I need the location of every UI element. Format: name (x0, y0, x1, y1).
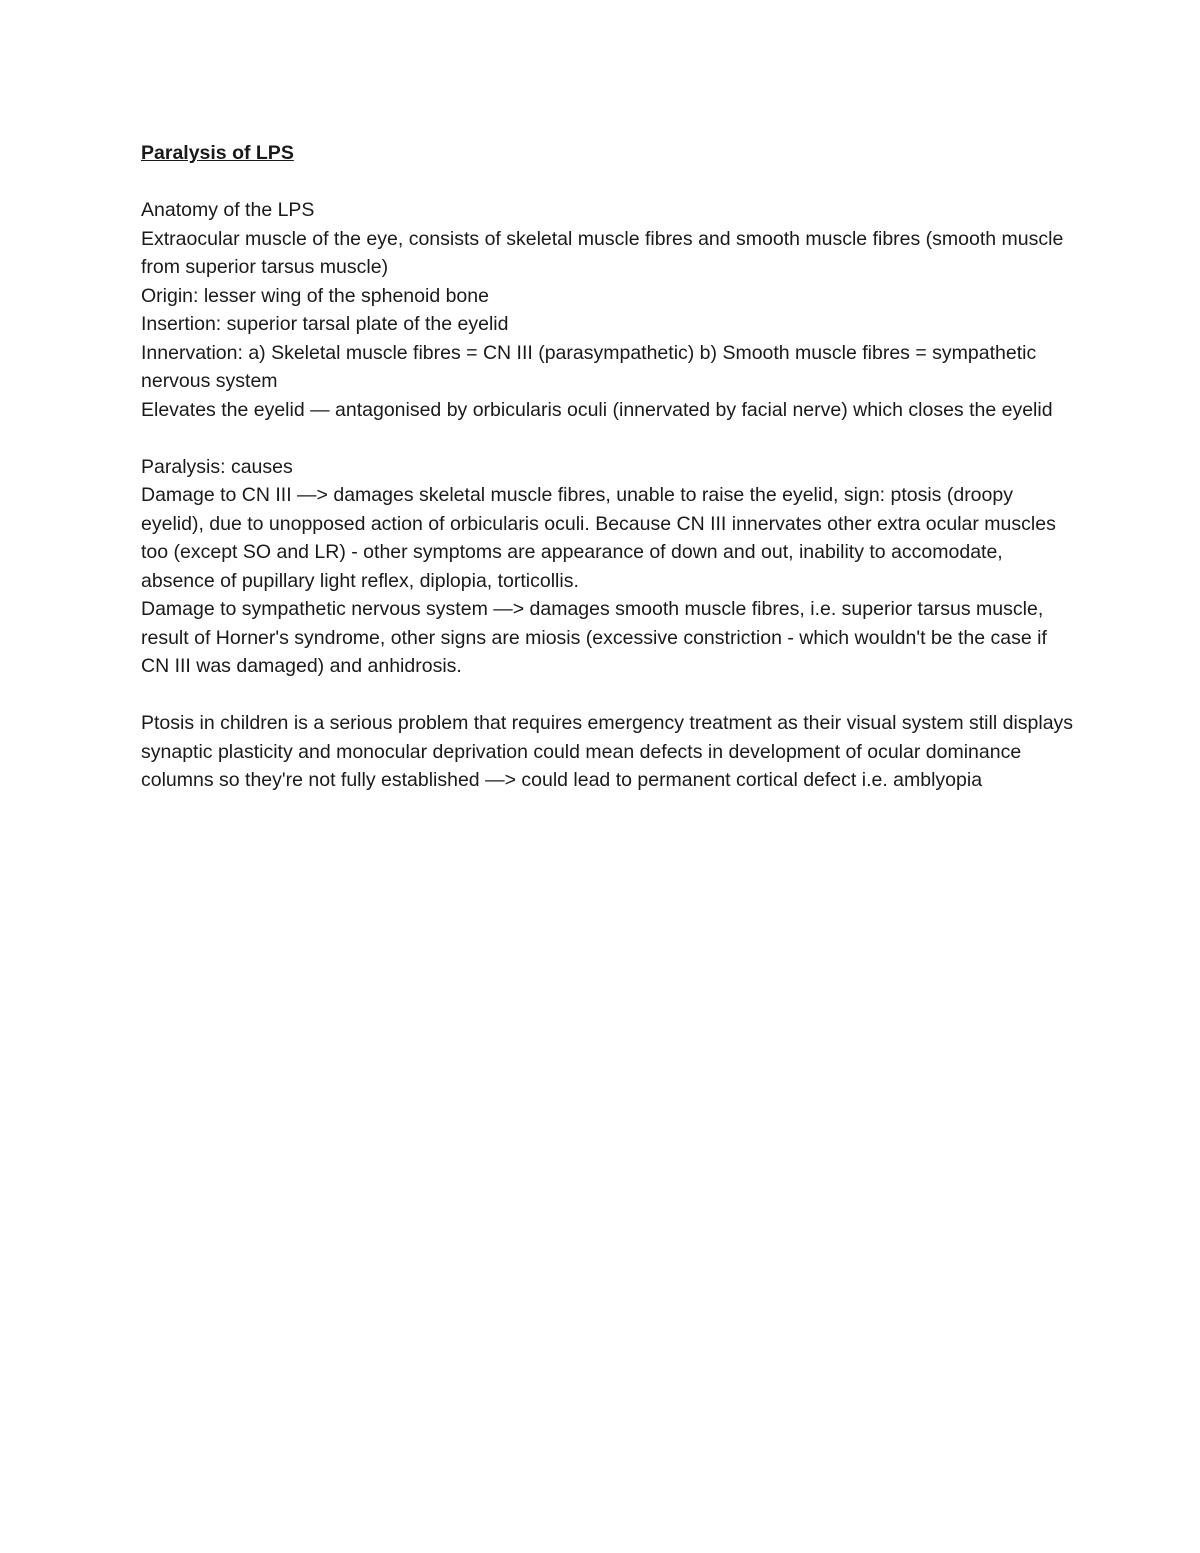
document-body (141, 139, 1076, 795)
anatomy-heading: Anatomy of the LPS (141, 199, 315, 221)
spacer (141, 424, 1076, 453)
paralysis-heading: Paralysis: causes (141, 455, 293, 478)
paralysis-cn3-damage: Damage to CN III —> damages skeletal muscle fibres, unable to raise the eyelid, sign: ptosis (droopy eyelid), due to unopposed action of orbicularis oculi. Because CN III innervates other extra ocular muscles too (except SO and LR) - other symptoms are appearance of down and out, inability to accomodate, absence of pupillary light reflex, diplopia, torticollis. (141, 484, 1056, 592)
anatomy-innervation: Innervation: a) Skeletal muscle fibres = CN III (parasympathetic) b) Smooth muscle fibres = sympathetic nervous system (141, 341, 1037, 392)
anatomy-origin: Origin: lesser wing of the sphenoid bone (141, 284, 489, 307)
anatomy-insertion: Insertion: superior tarsal plate of the eyelid (141, 313, 509, 335)
anatomy-action: Elevates the eyelid — antagonised by orbicularis oculi (innervated by facial nerve) which closes the eyelid (141, 398, 1053, 421)
ptosis-children-paragraph: Ptosis in children is a serious problem that requires emergency treatment as their visual system still displays synaptic plasticity and monocular deprivation could mean defects in development of ocular dominance columns so they're not fully established —> could lead to permanent cortical defect i.e. amblyopia (141, 712, 1074, 791)
spacer (141, 681, 1076, 710)
document-title: Paralysis of LPS (141, 142, 294, 164)
paralysis-sympathetic-damage: Damage to sympathetic nervous system —> damages smooth muscle fibres, i.e. superior tarsus muscle, result of Horner's syndrome, other signs are miosis (excessive constriction - which wouldn't be the case if CN III was damaged) and anhidrosis. (141, 598, 1047, 677)
anatomy-description: Extraocular muscle of the eye, consists of skeletal muscle fibres and smooth muscle fibres (smooth muscle from superior tarsus muscle) (141, 227, 1064, 278)
spacer (141, 168, 1076, 197)
